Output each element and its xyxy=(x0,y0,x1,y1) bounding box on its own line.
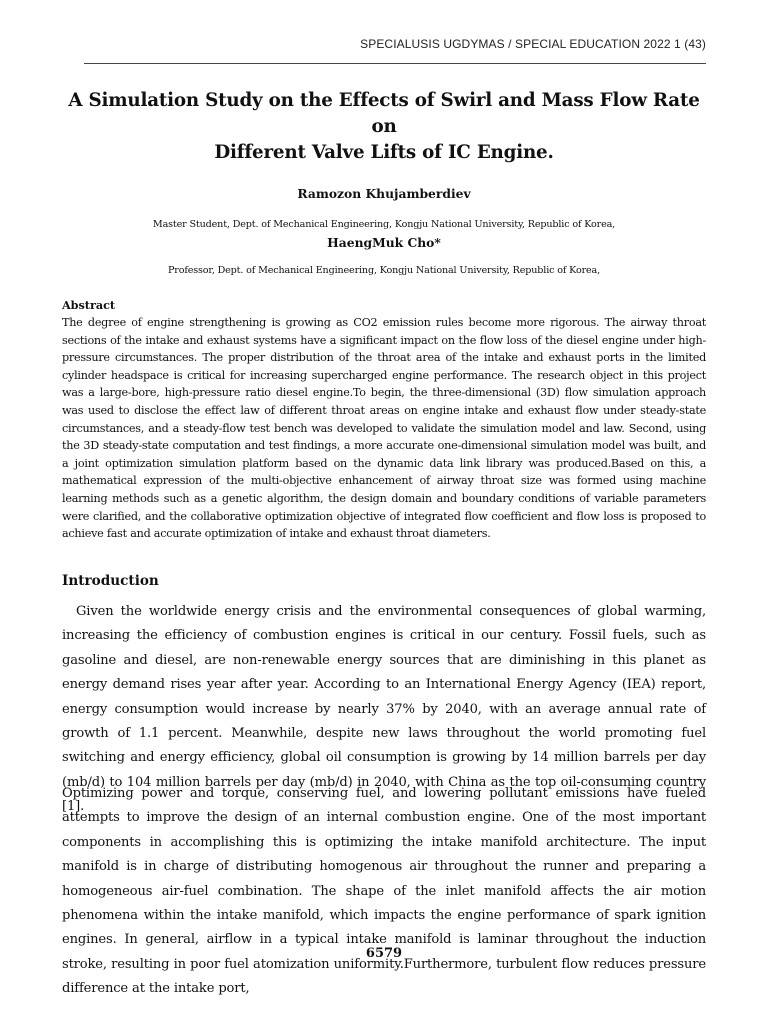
title-line-1: A Simulation Study on the Effects of Swirl and Mass Flow Rate on xyxy=(68,90,700,137)
body-paragraph-2: Optimizing power and torque, conserving fuel, and lowering pollutant emissions have fueled attempts to improve the design of an internal combustion engine. One of the most important components in accomplishing this is optimizing the intake manifold architecture. The input manifold is in charge of distributing homogenous air throughout the runner and preparing a homogeneous air-fuel combination. The shape of the inlet manifold affects the air motion phenomena within the intake manifold, which impacts the engine performance of spark ignition engines. In general, airflow in a typical intake manifold is laminar throughout the induction stroke, resulting in poor fuel atomization uniformity.Furthermore, turbulent flow reduces pressure difference at the intake port, xyxy=(62,786,706,997)
author-affiliation-2: Professor, Dept. of Mechanical Engineering, Kongju National University, Republic of Korea, xyxy=(167,265,601,276)
abstract-text: The degree of engine strengthening is growing as CO2 emission rules become more rigorous. The airway throat sections of the intake and exhaust systems have a significant impact on the flow loss of the diesel engine under high-pressure circumstances. The proper distribution of the throat area of the intake and exhaust ports in the limited cylinder headspace is critical for increasing supercharged engine performance. The research object in this project was a large-bore, high-pressure ratio diesel engine.To begin, the three-dimensional (3D) flow simulation approach was used to disclose the effect law of different throat areas on engine intake and exhaust flow under steady-state circumstances, and a steady-flow test bench was developed to validate the simulation model and law. Second, using the 3D steady-state computation and test findings, a more accurate one-dimensional simulation model was built, and a joint optimization simulation platform based on the dynamic data link library was produced.Based on this, a mathematical expression of the multi-objective enhancement of airway throat size was formed using machine learning methods such as a genetic algorithm, the design domain and boundary conditions of variable parameters were clarified, and the collaborative optimization objective of integrated flow coefficient and flow loss is proposed to achieve fast and accurate optimization of intake and exhaust throat diameters. xyxy=(62,316,706,541)
section-heading-introduction: Introduction xyxy=(62,573,159,589)
abstract-heading: Abstract xyxy=(62,298,116,312)
title-line-2: Different Valve Lifts of IC Engine. xyxy=(214,142,554,163)
running-head: SPECIALUSIS UGDYMAS / SPECIAL EDUCATION 2022 1 (43) xyxy=(360,37,706,51)
author-affiliation-1: Master Student, Dept. of Mechanical Engineering, Kongju National University, Republic of Korea, xyxy=(152,219,616,230)
paper-title xyxy=(62,88,706,166)
header-rule xyxy=(84,63,706,64)
author-name-2: HaengMuk Cho* xyxy=(327,235,441,250)
author-name-1: Ramozon Khujamberdiev xyxy=(297,186,471,201)
page-number: 6579 xyxy=(365,946,403,961)
body-paragraph-1: Given the worldwide energy crisis and the environmental consequences of global warming, increasing the efficiency of combustion engines is critical in our century. Fossil fuels, such as gasoline and diesel, are non-renewable energy sources that are diminishing in this planet as energy demand rises year after year. According to an International Energy Agency (IEA) report, energy consumption would increase by nearly 37% by 2040, with an average annual rate of growth of 1.1 percent. Meanwhile, despite new laws throughout the world promoting fuel switching and energy efficiency, global oil consumption is growing by 14 million barrels per day (mb/d) to 104 million barrels per day (mb/d) in 2040, with China as the top oil-consuming country [1]. xyxy=(62,604,706,815)
